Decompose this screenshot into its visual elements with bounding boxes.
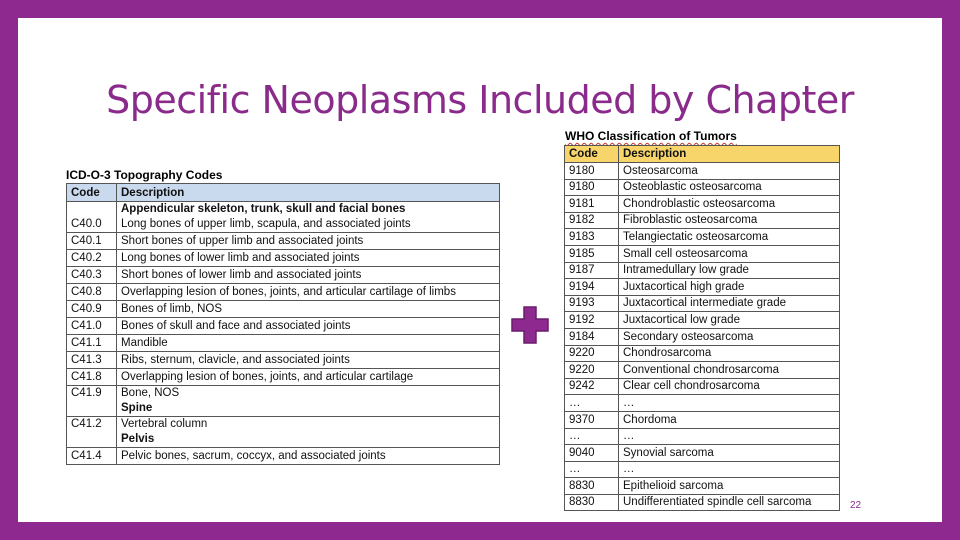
topography-caption: ICD-O-3 Topography Codes bbox=[66, 168, 223, 182]
topography-code: C41.3 bbox=[67, 352, 117, 369]
who-header-code: Code bbox=[565, 146, 619, 163]
topography-description-text: Bone, NOS bbox=[121, 387, 180, 399]
table-row bbox=[67, 318, 500, 335]
who-code: 9181 bbox=[565, 196, 619, 213]
who-code: 9220 bbox=[565, 345, 619, 362]
topography-code: C40.3 bbox=[67, 267, 117, 284]
who-description: Chondrosarcoma bbox=[619, 345, 840, 362]
who-description: Juxtacortical high grade bbox=[619, 279, 840, 296]
table-row bbox=[565, 163, 840, 180]
topography-group-heading: Pelvis bbox=[121, 433, 155, 445]
table-row bbox=[565, 362, 840, 379]
topography-description bbox=[117, 233, 500, 250]
table-row bbox=[67, 233, 500, 250]
who-caption-text: WHO Classification of Tumors bbox=[565, 129, 737, 143]
topography-description bbox=[117, 284, 500, 301]
topography-description-text: Pelvic bones, sacrum, coccyx, and associated joints bbox=[121, 450, 386, 462]
plus-icon bbox=[510, 305, 550, 345]
page-number: 22 bbox=[850, 500, 862, 511]
topography-description-text: Long bones of lower limb and associated joints bbox=[121, 252, 360, 264]
topography-description-text: Ribs, sternum, clavicle, and associated joints bbox=[121, 354, 350, 366]
topography-description-text: Overlapping lesion of bones, joints, and articular cartilage bbox=[121, 371, 414, 383]
topography-description-text: Overlapping lesion of bones, joints, and articular cartilage of limbs bbox=[121, 286, 456, 298]
who-code: … bbox=[565, 395, 619, 412]
topography-table-body bbox=[67, 202, 500, 465]
topography-description bbox=[117, 202, 500, 233]
who-description: Telangiectatic osteosarcoma bbox=[619, 229, 840, 246]
who-code: 9192 bbox=[565, 312, 619, 329]
topography-description-text: Bones of skull and face and associated joints bbox=[121, 320, 351, 332]
topography-code: C41.4 bbox=[67, 448, 117, 465]
table-row bbox=[565, 295, 840, 312]
who-code: 9183 bbox=[565, 229, 619, 246]
topography-group-heading: Spine bbox=[121, 402, 153, 414]
table-row bbox=[565, 312, 840, 329]
table-row bbox=[565, 229, 840, 246]
who-description: Epithelioid sarcoma bbox=[619, 478, 840, 495]
slide-title: Specific Neoplasms Included by Chapter bbox=[106, 78, 854, 122]
who-code: 9194 bbox=[565, 279, 619, 296]
topography-description-text: Short bones of upper limb and associated joints bbox=[121, 235, 364, 247]
who-description: Small cell osteosarcoma bbox=[619, 245, 840, 262]
topography-code: C41.1 bbox=[67, 335, 117, 352]
who-code: 9242 bbox=[565, 378, 619, 395]
who-description: Undifferentiated spindle cell sarcoma bbox=[619, 494, 840, 511]
topography-code: C41.2 bbox=[67, 417, 117, 448]
table-row bbox=[67, 386, 500, 417]
who-code: 8830 bbox=[565, 478, 619, 495]
topography-description-text: Short bones of lower limb and associated joints bbox=[121, 269, 362, 281]
table-row bbox=[565, 411, 840, 428]
table-row bbox=[67, 202, 500, 233]
table-row bbox=[67, 369, 500, 386]
table-row bbox=[565, 478, 840, 495]
who-description: Fibroblastic osteosarcoma bbox=[619, 212, 840, 229]
table-row bbox=[565, 345, 840, 362]
who-header-row bbox=[565, 146, 840, 163]
who-description: Intramedullary low grade bbox=[619, 262, 840, 279]
table-row bbox=[565, 245, 840, 262]
topography-header-code: Code bbox=[67, 184, 117, 202]
who-description: Osteoblastic osteosarcoma bbox=[619, 179, 840, 196]
who-code: 9220 bbox=[565, 362, 619, 379]
who-description: Osteosarcoma bbox=[619, 163, 840, 180]
table-row bbox=[565, 196, 840, 213]
who-description: Conventional chondrosarcoma bbox=[619, 362, 840, 379]
topography-description bbox=[117, 369, 500, 386]
topography-description bbox=[117, 335, 500, 352]
who-description: Juxtacortical intermediate grade bbox=[619, 295, 840, 312]
table-row bbox=[565, 494, 840, 511]
table-row bbox=[67, 417, 500, 448]
topography-description bbox=[117, 301, 500, 318]
table-row bbox=[67, 301, 500, 318]
topography-code: C40.2 bbox=[67, 250, 117, 267]
who-description: Synovial sarcoma bbox=[619, 445, 840, 462]
who-code: … bbox=[565, 461, 619, 478]
topography-code: C40.8 bbox=[67, 284, 117, 301]
who-description: Secondary osteosarcoma bbox=[619, 328, 840, 345]
who-code: … bbox=[565, 428, 619, 445]
table-row bbox=[565, 395, 840, 412]
who-code: 9040 bbox=[565, 445, 619, 462]
topography-description bbox=[117, 352, 500, 369]
table-row bbox=[67, 448, 500, 465]
who-description: Chondroblastic osteosarcoma bbox=[619, 196, 840, 213]
who-description: Clear cell chondrosarcoma bbox=[619, 378, 840, 395]
table-row bbox=[67, 267, 500, 284]
table-row bbox=[565, 378, 840, 395]
topography-header-description: Description bbox=[117, 184, 500, 202]
who-code: 9193 bbox=[565, 295, 619, 312]
topography-description bbox=[117, 250, 500, 267]
topography-description-text: Long bones of upper limb, scapula, and associated joints bbox=[121, 218, 411, 230]
table-row bbox=[565, 179, 840, 196]
table-row bbox=[67, 284, 500, 301]
who-code: 8830 bbox=[565, 494, 619, 511]
topography-table bbox=[66, 183, 500, 465]
topography-group-heading: Appendicular skeleton, trunk, skull and facial bones bbox=[121, 203, 406, 215]
topography-description-text: Bones of limb, NOS bbox=[121, 303, 222, 315]
topography-code: C41.0 bbox=[67, 318, 117, 335]
topography-description-text: Mandible bbox=[121, 337, 168, 349]
who-code: 9185 bbox=[565, 245, 619, 262]
topography-description bbox=[117, 417, 500, 448]
table-row bbox=[67, 352, 500, 369]
table-row bbox=[565, 262, 840, 279]
who-description: … bbox=[619, 395, 840, 412]
table-row bbox=[67, 335, 500, 352]
table-row bbox=[565, 279, 840, 296]
topography-code: C41.9 bbox=[67, 386, 117, 417]
topography-code: C40.1 bbox=[67, 233, 117, 250]
table-row bbox=[565, 461, 840, 478]
topography-header-row bbox=[67, 184, 500, 202]
table-row bbox=[67, 250, 500, 267]
topography-code: C40.9 bbox=[67, 301, 117, 318]
topography-code: C41.8 bbox=[67, 369, 117, 386]
who-code: 9182 bbox=[565, 212, 619, 229]
who-table bbox=[564, 145, 840, 511]
topography-description bbox=[117, 318, 500, 335]
who-description: … bbox=[619, 428, 840, 445]
who-header-description: Description bbox=[619, 146, 840, 163]
who-description: … bbox=[619, 461, 840, 478]
table-row bbox=[565, 328, 840, 345]
who-code: 9184 bbox=[565, 328, 619, 345]
who-description: Juxtacortical low grade bbox=[619, 312, 840, 329]
topography-description bbox=[117, 448, 500, 465]
who-table-body bbox=[565, 163, 840, 511]
table-row bbox=[565, 428, 840, 445]
topography-code: C40.0 bbox=[67, 202, 117, 233]
table-row bbox=[565, 445, 840, 462]
who-code: 9180 bbox=[565, 163, 619, 180]
topography-description-text: Vertebral column bbox=[121, 418, 208, 430]
who-description: Chordoma bbox=[619, 411, 840, 428]
topography-description bbox=[117, 386, 500, 417]
who-caption bbox=[565, 129, 737, 143]
who-code: 9187 bbox=[565, 262, 619, 279]
topography-description bbox=[117, 267, 500, 284]
who-code: 9180 bbox=[565, 179, 619, 196]
who-code: 9370 bbox=[565, 411, 619, 428]
table-row bbox=[565, 212, 840, 229]
